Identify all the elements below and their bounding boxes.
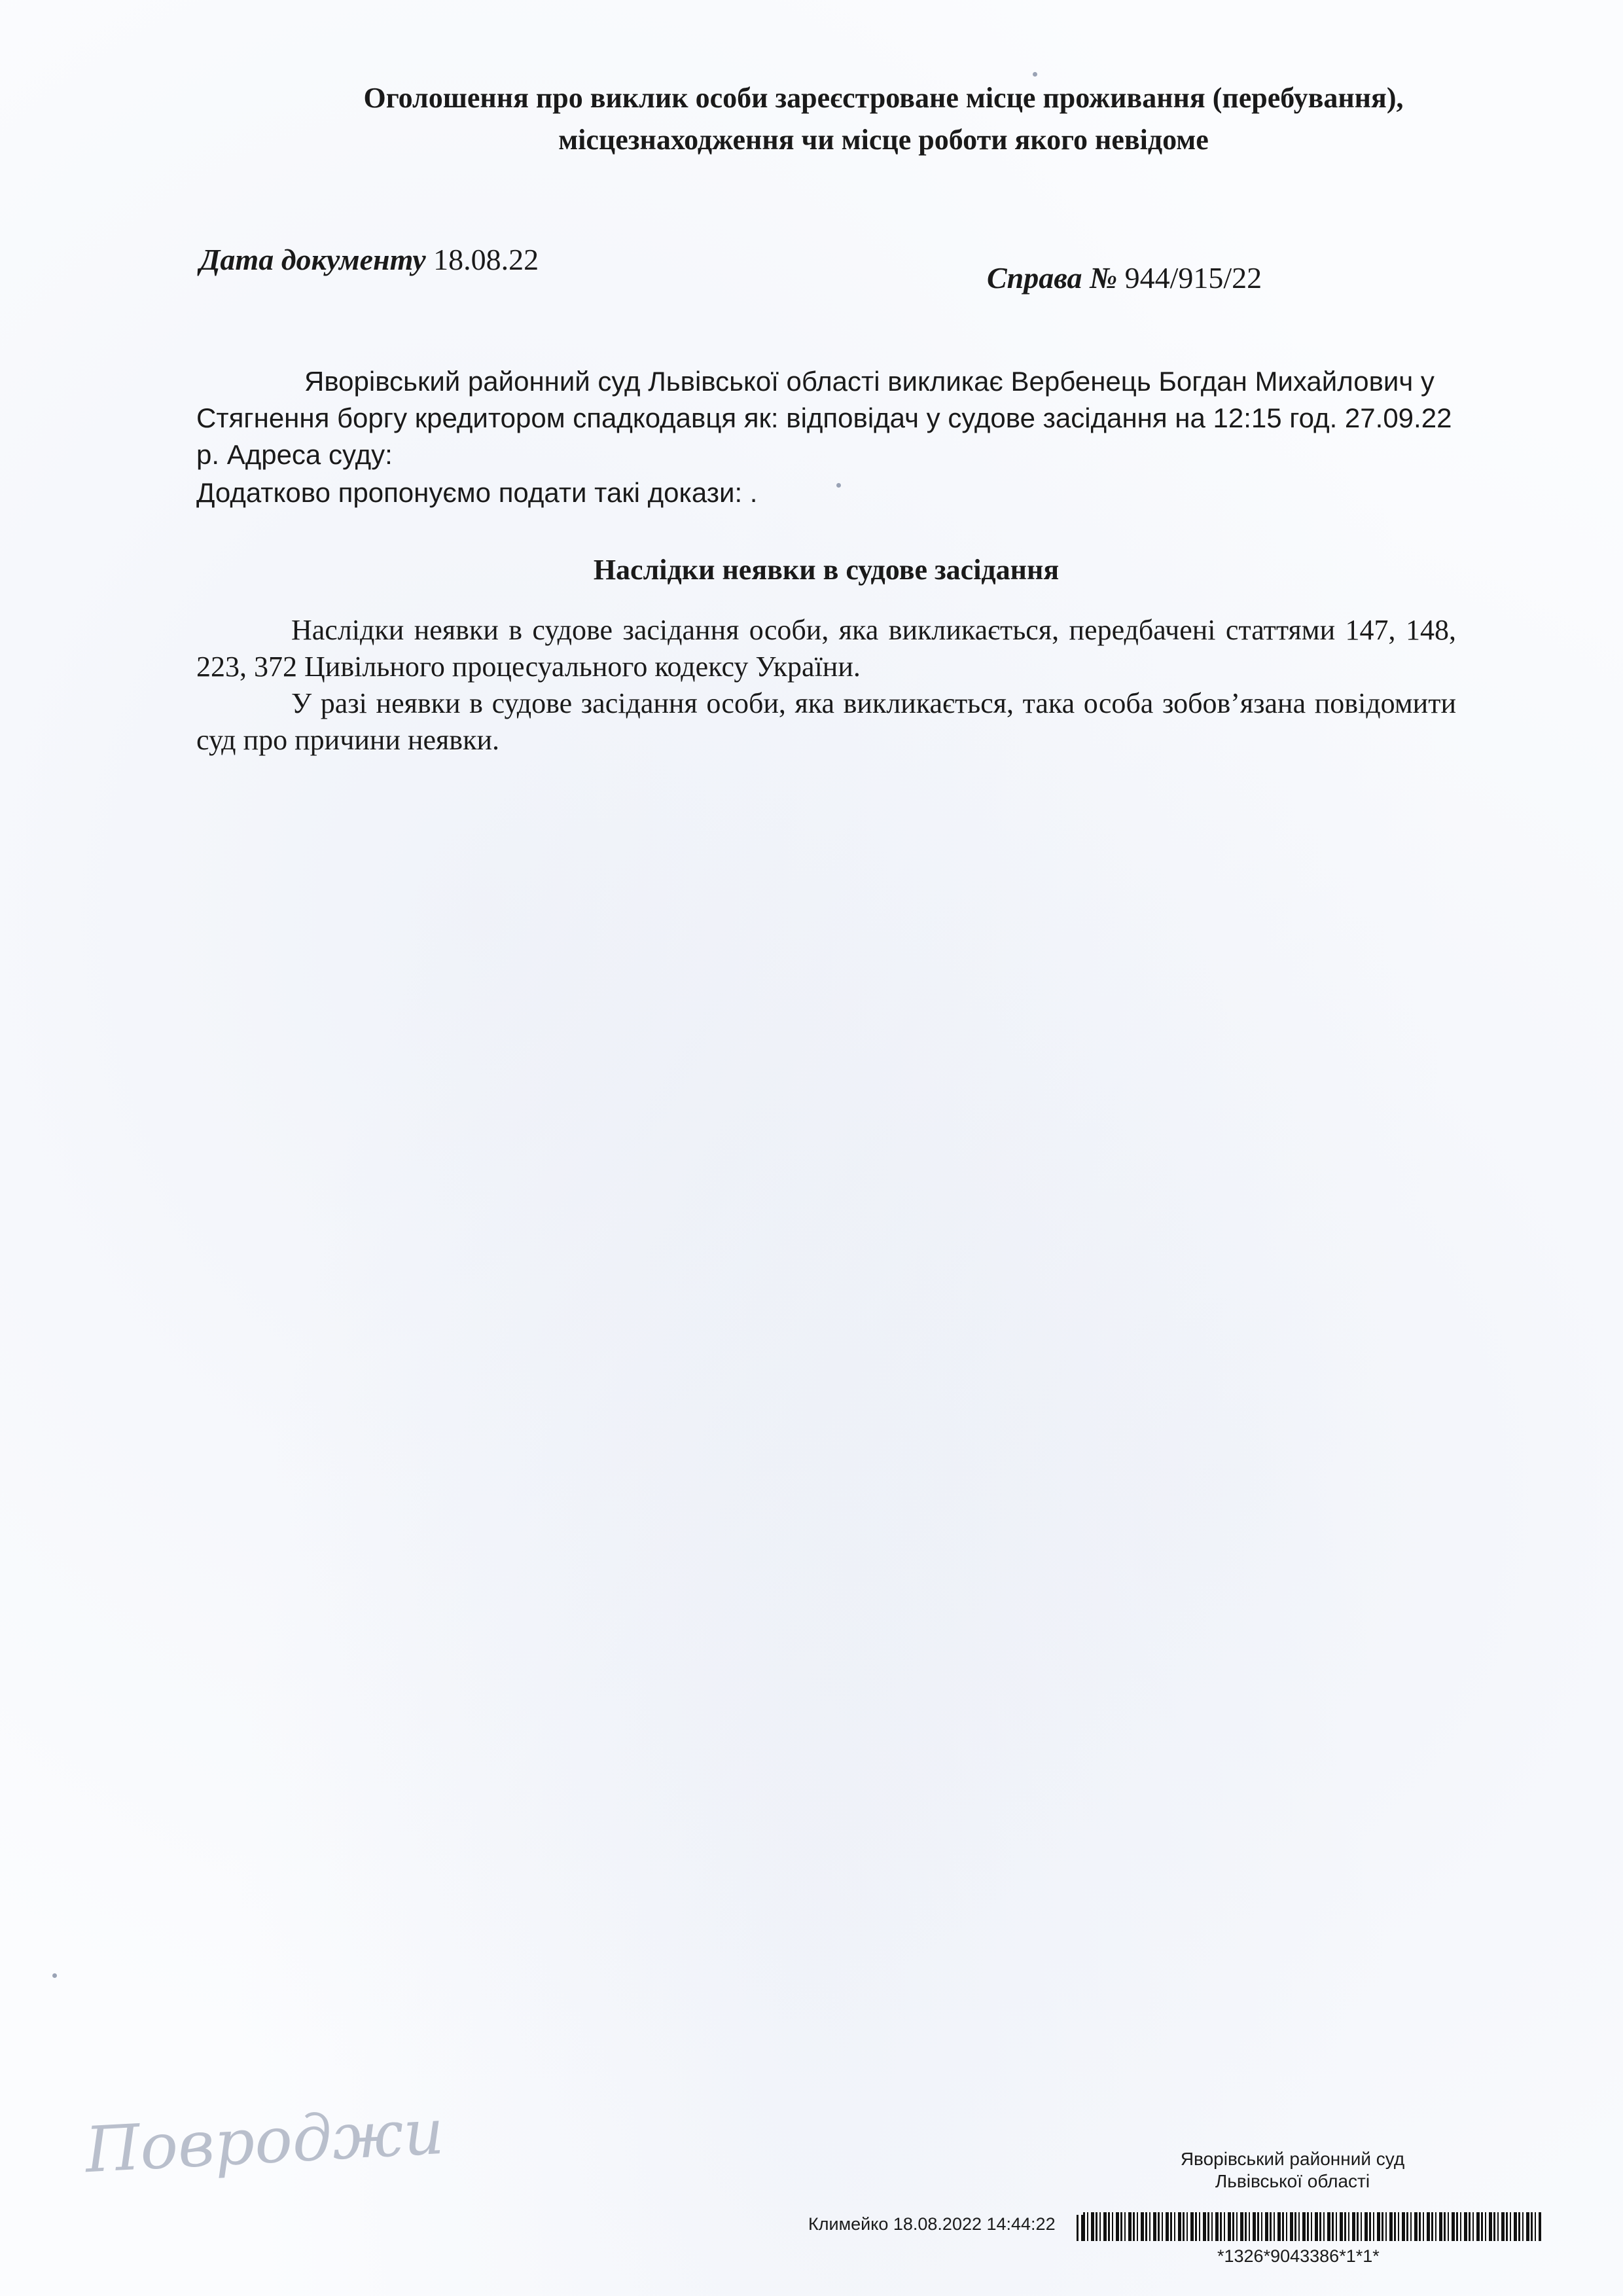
- registrar-timestamp: Климейко 18.08.2022 14:44:22: [808, 2214, 1056, 2234]
- scan-speck: [1033, 72, 1037, 77]
- consequences-paragraph-1: Наслідки неявки в судове засідання особи, яка викликається, передбачені статтями 147, 148, 223, 372 Цивільного процесуального кодексу України.: [196, 614, 1456, 683]
- case-number: [987, 260, 1262, 295]
- court-stamp: [1054, 2148, 1531, 2193]
- summons-paragraph: [196, 363, 1456, 473]
- case-number-label: Справа №: [987, 261, 1118, 295]
- evidence-paragraph: Додатково пропонуємо подати такі докази: .: [196, 477, 758, 508]
- document-date-value: 18.08.22: [433, 243, 539, 276]
- summons-line-2: Стягнення боргу кредитором спадкодавця як: відповідач у судове засідання на 12:15 год. 27.09.22: [196, 403, 1452, 433]
- consequences-paragraph-2: У разі неявки в судове засідання особи, яка викликається, така особа зобов’язана повідомити суд про причини неявки.: [196, 687, 1456, 756]
- document-date-label: Дата документу: [200, 243, 426, 276]
- consequences-section: [196, 612, 1456, 759]
- consequences-heading: Наслідки неявки в судове засідання: [593, 554, 1060, 586]
- summons-line-1: Яворівський районний суд Львівської області викликає Вербенець Богдан Михайлович у: [304, 366, 1435, 397]
- scan-speck: [836, 483, 841, 488]
- handwritten-signature: Повроджи: [83, 2094, 446, 2187]
- court-stamp-line-2: Львівської області: [1215, 2171, 1370, 2191]
- court-stamp-line-1: Яворівський районний суд: [1180, 2149, 1405, 2169]
- scan-speck: [52, 1973, 57, 1978]
- summons-line-3: р. Адреса суду:: [196, 439, 393, 470]
- document-title: [262, 77, 1505, 161]
- barcode-text: *1326*9043386*1*1*: [1217, 2246, 1380, 2266]
- title-line-2: місцезнаходження чи місце роботи якого невідоме: [558, 124, 1209, 156]
- case-number-value: 944/915/22: [1124, 261, 1262, 295]
- title-line-1: Оголошення про виклик особи зареєстроване місце проживання (перебування),: [363, 82, 1404, 114]
- document-date: [200, 242, 539, 277]
- document-barcode: [1083, 2212, 1541, 2241]
